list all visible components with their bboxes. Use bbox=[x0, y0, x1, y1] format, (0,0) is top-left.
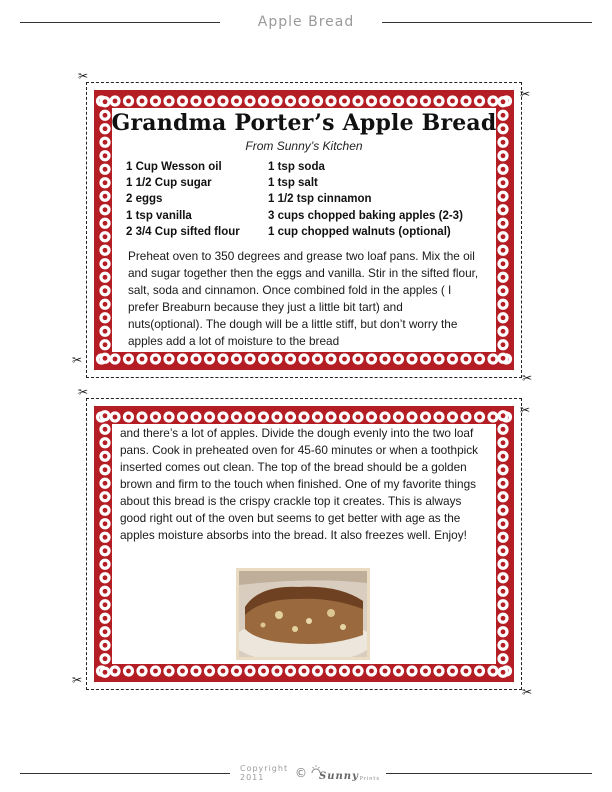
scallop-dot bbox=[501, 167, 506, 172]
scallop-dot bbox=[194, 669, 199, 674]
scallop-dot bbox=[103, 548, 108, 553]
scallop-dot bbox=[248, 669, 253, 674]
scallop-dot bbox=[180, 357, 185, 362]
scallop-dot bbox=[221, 357, 226, 362]
scallop-dot bbox=[501, 616, 506, 621]
scallop-dot bbox=[491, 357, 496, 362]
scallop-dot bbox=[501, 629, 506, 634]
scallop-dot bbox=[464, 99, 469, 104]
scallop-dot bbox=[103, 427, 108, 432]
ingredients-left-column bbox=[126, 159, 240, 240]
scallop-dot bbox=[450, 99, 455, 104]
scallop-dot bbox=[501, 248, 506, 253]
scallop-dot bbox=[167, 415, 172, 420]
scallop-dot bbox=[383, 415, 388, 420]
scallop-dot bbox=[501, 261, 506, 266]
scallop-dot bbox=[194, 415, 199, 420]
scallop-dot bbox=[342, 415, 347, 420]
scallop-dot bbox=[423, 99, 428, 104]
scallop-dot bbox=[501, 521, 506, 526]
scallop-dot bbox=[103, 302, 108, 307]
scallop-dot bbox=[501, 275, 506, 280]
scallop-dot bbox=[113, 669, 118, 674]
scallop-dot bbox=[396, 415, 401, 420]
scallop-dot bbox=[275, 415, 280, 420]
scallop-dot bbox=[103, 413, 108, 418]
scallop-dot bbox=[103, 153, 108, 158]
scallop-dot bbox=[501, 548, 506, 553]
ingredient-item: 1 1/2 Cup sugar bbox=[126, 177, 212, 190]
scallop-dot bbox=[491, 415, 496, 420]
scallop-dot bbox=[329, 669, 334, 674]
scallop-dot bbox=[477, 357, 482, 362]
scallop-dot bbox=[501, 234, 506, 239]
scallop-dot bbox=[356, 415, 361, 420]
scallop-dot bbox=[103, 602, 108, 607]
scallop-dot bbox=[501, 643, 506, 648]
scallop-edge-top bbox=[94, 410, 514, 424]
scallop-dot bbox=[450, 357, 455, 362]
scallop-dot bbox=[329, 415, 334, 420]
scallop-dot bbox=[103, 575, 108, 580]
scallop-dot bbox=[437, 669, 442, 674]
scallop-dot bbox=[261, 669, 266, 674]
scallop-dot bbox=[288, 415, 293, 420]
scallop-dot bbox=[113, 99, 118, 104]
scallop-dot bbox=[501, 467, 506, 472]
scissors-icon: ✂ bbox=[521, 685, 532, 699]
scallop-dot bbox=[501, 207, 506, 212]
scallop-dot bbox=[501, 342, 506, 347]
scallop-dot bbox=[501, 454, 506, 459]
scallop-dot bbox=[103, 194, 108, 199]
scallop-edge-right bbox=[496, 406, 510, 682]
scallop-dot bbox=[464, 669, 469, 674]
scallop-dot bbox=[103, 616, 108, 621]
scallop-dot bbox=[207, 99, 212, 104]
scissors-icon: ✂ bbox=[521, 371, 532, 385]
scallop-dot bbox=[450, 415, 455, 420]
scallop-dot bbox=[315, 99, 320, 104]
scissors-icon: ✂ bbox=[78, 385, 89, 399]
scallop-dot bbox=[261, 415, 266, 420]
scallop-dot bbox=[103, 221, 108, 226]
scissors-icon: ✂ bbox=[72, 353, 83, 367]
scallop-dot bbox=[329, 357, 334, 362]
directions-paragraph-2: and there’s a lot of apples. Divide the dough evenly into the two loaf pans. Cook in preheated oven for 45-60 minutes or when a toothpick inserted comes out clean. The top of the bread should be a golden brown and firm to the touch when finished. One of my favorite things about this bread is the crispy crackle top it creates. This is always good right out of the oven but seems to get better with age as the apples moisture absorbs into the bread. It also freezes well. Enjoy! bbox=[120, 426, 479, 542]
scallop-dot bbox=[501, 302, 506, 307]
scallop-dot bbox=[396, 99, 401, 104]
scallop-dot bbox=[342, 357, 347, 362]
scallop-edge-bottom bbox=[94, 664, 514, 678]
scallop-dot bbox=[356, 99, 361, 104]
scallop-edge-bottom bbox=[94, 352, 514, 366]
scallop-dot bbox=[501, 413, 506, 418]
scallop-dot bbox=[180, 415, 185, 420]
footer-rule-right bbox=[386, 773, 592, 774]
scallop-dot bbox=[356, 357, 361, 362]
copyright-text: Copyright 2011 bbox=[240, 764, 289, 782]
scallop-dot bbox=[103, 467, 108, 472]
scallop-dot bbox=[207, 415, 212, 420]
scallop-dot bbox=[491, 669, 496, 674]
scallop-dot bbox=[501, 288, 506, 293]
scallop-dot bbox=[423, 415, 428, 420]
scissors-icon: ✂ bbox=[72, 673, 83, 687]
scallop-dot bbox=[423, 357, 428, 362]
scallop-dot bbox=[103, 167, 108, 172]
scallop-dot bbox=[221, 99, 226, 104]
scallop-dot bbox=[477, 669, 482, 674]
scallop-dot bbox=[103, 562, 108, 567]
scallop-dot bbox=[423, 669, 428, 674]
scallop-dot bbox=[234, 415, 239, 420]
scallop-dot bbox=[103, 521, 108, 526]
scallop-dot bbox=[369, 99, 374, 104]
scallop-dot bbox=[248, 415, 253, 420]
ingredient-item: 2 3/4 Cup sifted flour bbox=[126, 225, 240, 238]
scallop-dot bbox=[103, 656, 108, 661]
scallop-dot bbox=[207, 357, 212, 362]
scallop-dot bbox=[369, 357, 374, 362]
scallop-dot bbox=[113, 415, 118, 420]
scallop-dot bbox=[234, 357, 239, 362]
ingredient-item: 1 tsp soda bbox=[268, 161, 325, 173]
scallop-dot bbox=[103, 356, 108, 361]
scissors-icon: ✂ bbox=[78, 69, 89, 83]
scallop-dot bbox=[103, 670, 108, 675]
ingredient-item: 1 tsp vanilla bbox=[126, 209, 192, 222]
scallop-dot bbox=[302, 669, 307, 674]
ingredient-item: 1 cup chopped walnuts (optional) bbox=[268, 225, 451, 238]
scallop-dot bbox=[501, 194, 506, 199]
scallop-dot bbox=[383, 357, 388, 362]
ingredient-item: 2 eggs bbox=[126, 193, 163, 206]
scallop-dot bbox=[153, 415, 158, 420]
scallop-dot bbox=[383, 99, 388, 104]
scallop-dot bbox=[167, 99, 172, 104]
scallop-dot bbox=[501, 494, 506, 499]
scallop-dot bbox=[383, 669, 388, 674]
scallop-dot bbox=[103, 275, 108, 280]
scallop-dot bbox=[180, 99, 185, 104]
scallop-dot bbox=[103, 261, 108, 266]
scallop-dot bbox=[501, 180, 506, 185]
scallop-dot bbox=[329, 99, 334, 104]
scallop-dot bbox=[153, 99, 158, 104]
scallop-dot bbox=[501, 575, 506, 580]
scallop-dot bbox=[410, 415, 415, 420]
scallop-dot bbox=[221, 415, 226, 420]
scallop-dot bbox=[501, 427, 506, 432]
ingredient-item: 1 tsp salt bbox=[268, 177, 318, 190]
recipe-card-top bbox=[72, 69, 532, 385]
scallop-dot bbox=[167, 669, 172, 674]
scallop-dot bbox=[103, 207, 108, 212]
scallop-dot bbox=[103, 440, 108, 445]
scallop-dot bbox=[501, 221, 506, 226]
scallop-dot bbox=[126, 415, 131, 420]
directions-paragraph-1: Preheat oven to 350 degrees and grease two loaf pans. Mix the oil and sugar together then the eggs and vanilla. Stir in the sifted flour, salt, soda and cinnamon. Once combined fold in the apples ( I prefer Breaburn because they just a little bit tart) and nuts(optional). The dough will be a little stiff, but don’t worry the apples add a lot of moisture to the bread bbox=[128, 249, 479, 348]
scallop-dot bbox=[501, 535, 506, 540]
scallop-dot bbox=[180, 669, 185, 674]
scallop-dot bbox=[491, 99, 496, 104]
recipe-subtitle: From Sunny’s Kitchen bbox=[245, 139, 363, 153]
scallop-dot bbox=[103, 315, 108, 320]
scallop-dot bbox=[410, 357, 415, 362]
scallop-dot bbox=[103, 494, 108, 499]
scallop-dot bbox=[140, 415, 145, 420]
scallop-dot bbox=[464, 415, 469, 420]
scallop-dot bbox=[437, 357, 442, 362]
scallop-dot bbox=[501, 481, 506, 486]
scallop-dot bbox=[194, 357, 199, 362]
scallop-dot bbox=[369, 669, 374, 674]
scallop-dot bbox=[288, 669, 293, 674]
scallop-dot bbox=[126, 669, 131, 674]
ingredient-item: 1 Cup Wesson oil bbox=[126, 161, 222, 173]
scallop-dot bbox=[437, 99, 442, 104]
scallop-dot bbox=[315, 669, 320, 674]
scallop-dot bbox=[194, 99, 199, 104]
recipe-title: Grandma Porter’s Apple Bread bbox=[111, 110, 497, 136]
scallop-dot bbox=[103, 454, 108, 459]
scallop-dot bbox=[396, 357, 401, 362]
scallop-dot bbox=[103, 481, 108, 486]
scallop-dot bbox=[207, 669, 212, 674]
scallop-dot bbox=[153, 357, 158, 362]
footer-rule-left bbox=[20, 773, 230, 774]
scallop-dot bbox=[464, 357, 469, 362]
scallop-dot bbox=[288, 357, 293, 362]
scallop-dot bbox=[396, 669, 401, 674]
scallop-dot bbox=[126, 357, 131, 362]
scallop-dot bbox=[167, 357, 172, 362]
scallop-dot bbox=[356, 669, 361, 674]
scallop-dot bbox=[302, 357, 307, 362]
scallop-dot bbox=[501, 670, 506, 675]
scallop-dot bbox=[103, 589, 108, 594]
scallop-dot bbox=[437, 415, 442, 420]
scallop-dot bbox=[103, 629, 108, 634]
scallop-dot bbox=[140, 357, 145, 362]
scallop-dot bbox=[450, 669, 455, 674]
scallop-dot bbox=[153, 669, 158, 674]
scallop-dot bbox=[113, 357, 118, 362]
scallop-dot bbox=[275, 99, 280, 104]
scallop-dot bbox=[501, 315, 506, 320]
scallop-dot bbox=[501, 508, 506, 513]
scallop-dot bbox=[315, 357, 320, 362]
scallop-dot bbox=[261, 99, 266, 104]
scallop-dot bbox=[410, 669, 415, 674]
scallop-dot bbox=[501, 602, 506, 607]
scallop-dot bbox=[288, 99, 293, 104]
scallop-dot bbox=[501, 153, 506, 158]
page-header-title: Apple Bread bbox=[257, 14, 355, 30]
ingredient-item: 1 1/2 tsp cinnamon bbox=[268, 193, 372, 206]
scallop-dot bbox=[501, 656, 506, 661]
brand-name: Sunny bbox=[319, 771, 359, 782]
scallop-dot bbox=[126, 99, 131, 104]
scallop-dot bbox=[103, 508, 108, 513]
scallop-dot bbox=[477, 99, 482, 104]
ingredient-item: 3 cups chopped baking apples (2-3) bbox=[268, 209, 463, 222]
scallop-dot bbox=[103, 180, 108, 185]
scissors-icon: ✂ bbox=[519, 87, 530, 101]
scallop-dot bbox=[315, 415, 320, 420]
scallop-dot bbox=[410, 99, 415, 104]
scissors-icon: ✂ bbox=[519, 403, 530, 417]
scallop-dot bbox=[140, 669, 145, 674]
scallop-dot bbox=[234, 99, 239, 104]
scallop-dot bbox=[477, 415, 482, 420]
scallop-dot bbox=[302, 99, 307, 104]
scallop-dot bbox=[275, 357, 280, 362]
scallop-dot bbox=[342, 99, 347, 104]
header-rule-right bbox=[382, 22, 592, 23]
scallop-dot bbox=[103, 288, 108, 293]
scallop-dot bbox=[501, 329, 506, 334]
scallop-dot bbox=[501, 562, 506, 567]
scallop-dot bbox=[103, 535, 108, 540]
scallop-dot bbox=[103, 99, 108, 104]
scallop-dot bbox=[103, 248, 108, 253]
scallop-dot bbox=[248, 99, 253, 104]
scallop-dot bbox=[501, 99, 506, 104]
copyright-symbol: © bbox=[295, 766, 309, 780]
footer-copyright bbox=[240, 764, 380, 782]
scallop-dot bbox=[103, 329, 108, 334]
scallop-dot bbox=[103, 342, 108, 347]
sunny-logo bbox=[311, 764, 380, 782]
scallop-dot bbox=[103, 643, 108, 648]
scallop-dot bbox=[501, 589, 506, 594]
scallop-dot bbox=[140, 99, 145, 104]
scallop-dot bbox=[501, 356, 506, 361]
scallop-dot bbox=[248, 357, 253, 362]
scallop-dot bbox=[302, 415, 307, 420]
scallop-dot bbox=[275, 669, 280, 674]
scallop-edge-top bbox=[94, 94, 514, 108]
scallop-dot bbox=[342, 669, 347, 674]
scallop-dot bbox=[501, 440, 506, 445]
scallop-dot bbox=[103, 234, 108, 239]
scallop-dot bbox=[221, 669, 226, 674]
scallop-dot bbox=[369, 415, 374, 420]
scallop-dot bbox=[261, 357, 266, 362]
brand-subtitle: Prints bbox=[359, 776, 380, 782]
ingredients-right-column bbox=[268, 159, 463, 240]
scallop-dot bbox=[234, 669, 239, 674]
scallop-edge-left bbox=[98, 406, 112, 682]
apple-bread-photo bbox=[236, 568, 370, 660]
